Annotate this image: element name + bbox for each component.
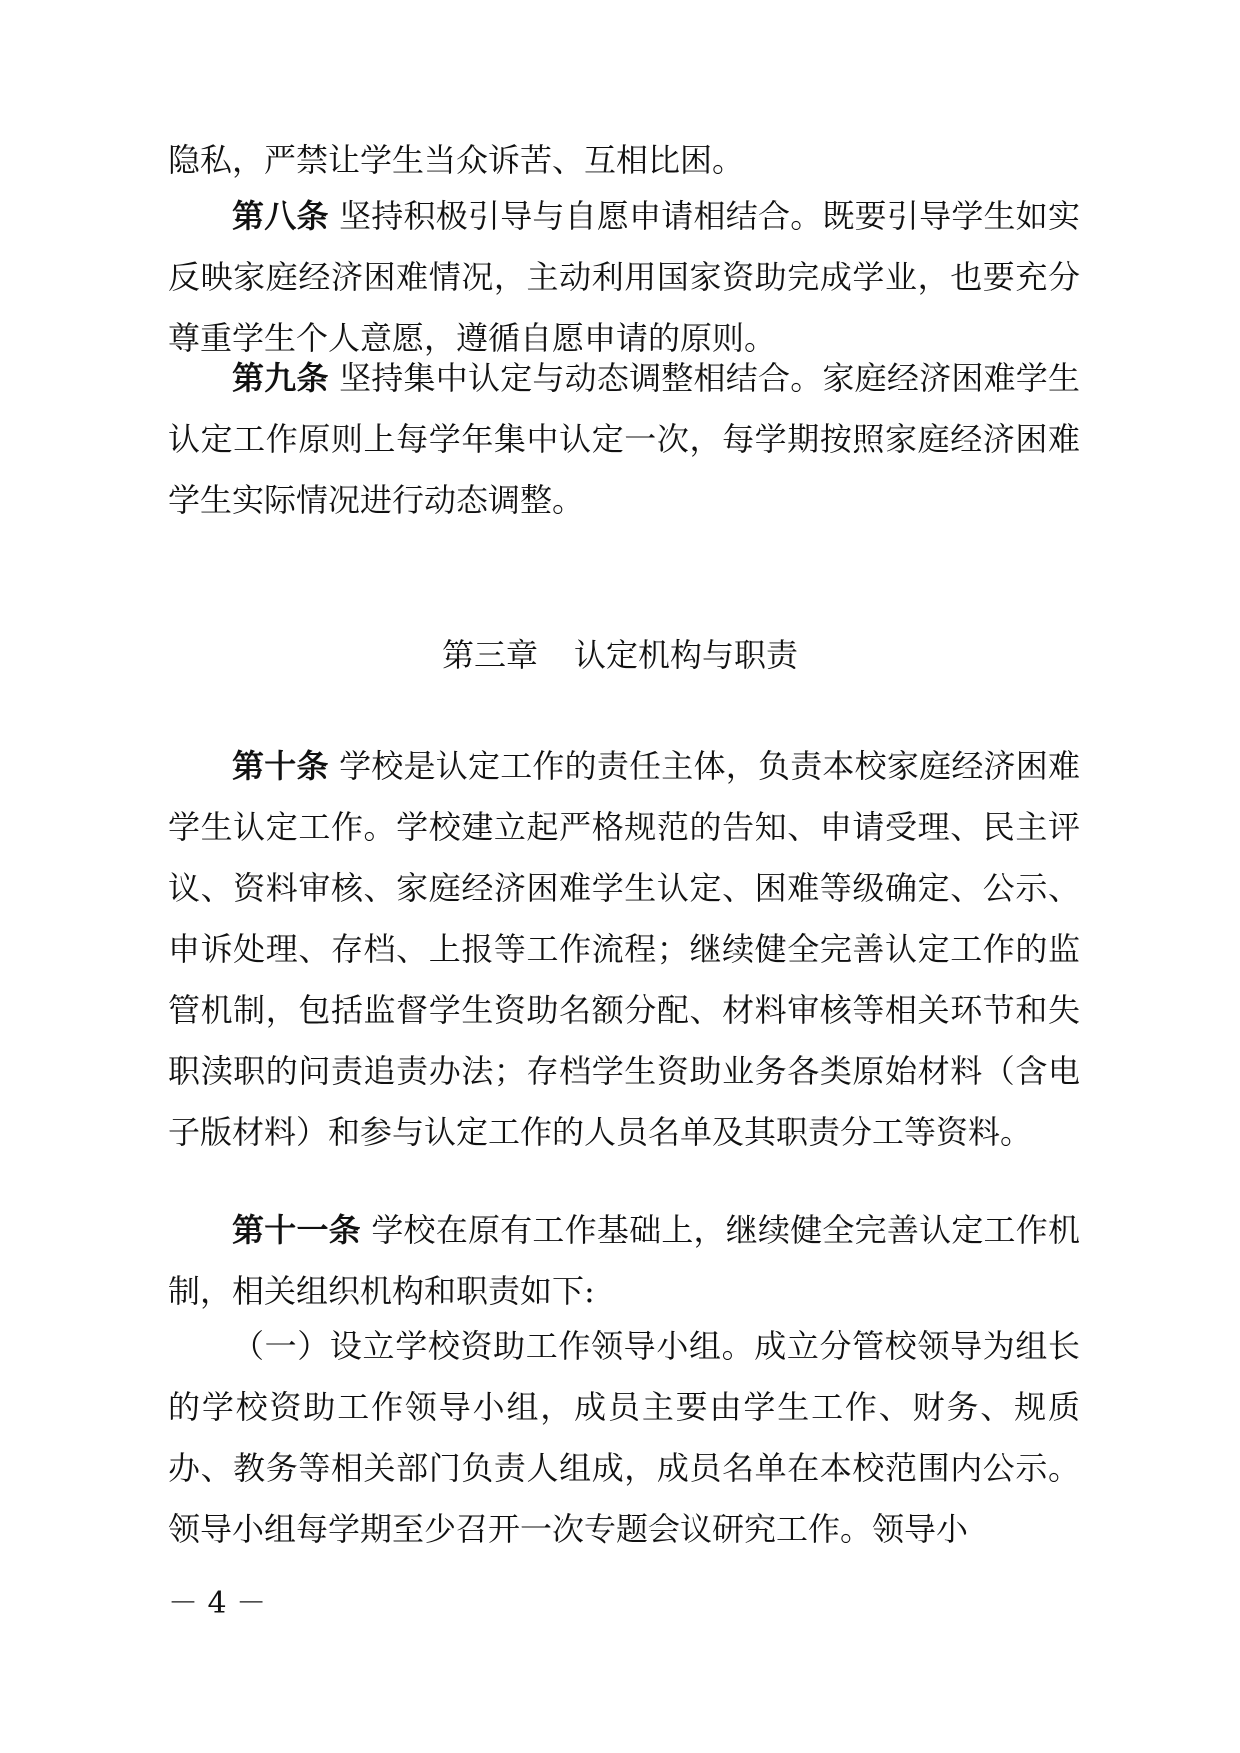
- chapter-number: 第三章: [441, 636, 538, 674]
- page-number: － 4 －: [168, 1586, 267, 1621]
- article-label: 第十条: [232, 747, 329, 785]
- article-text: 坚持集中认定与动态调整相结合。家庭经济困难学生认定工作原则上每学年集中认定一次，每学期按照家庭经济困难学生实际情况进行动态调整。: [168, 359, 1080, 519]
- article-label: 第八条: [232, 197, 329, 235]
- article-11: [168, 1200, 1080, 1322]
- article-label: 第九条: [232, 359, 329, 397]
- sub-item-text: （一）设立学校资助工作领导小组。成立分管校领导为组长的学校资助工作领导小组，成员主要由学生工作、财务、规质办、教务等相关部门负责人组成，成员名单在本校范围内公示。领导小组每学期至少召开一次专题会议研究工作。领导小: [168, 1327, 1080, 1548]
- paragraph-continuation: [168, 130, 1080, 191]
- sub-item-1: [168, 1316, 1080, 1560]
- chapter-title: 认定机构与职责: [574, 636, 799, 674]
- article-label: 第十一条: [232, 1211, 361, 1249]
- paragraph-text: 隐私，严禁让学生当众诉苦、互相比困。: [168, 141, 745, 179]
- article-text: 坚持积极引导与自愿申请相结合。既要引导学生如实反映家庭经济困难情况，主动利用国家资助完成学业，也要充分尊重学生个人意愿，遵循自愿申请的原则。: [168, 197, 1080, 357]
- article-8: [168, 186, 1080, 369]
- article-9: [168, 348, 1080, 531]
- article-text: 学校在原有工作基础上，继续健全完善认定工作机制，相关组织机构和职责如下:: [168, 1211, 1080, 1310]
- article-10: [168, 736, 1080, 1163]
- chapter-heading: [0, 625, 1240, 686]
- article-text: 学校是认定工作的责任主体，负责本校家庭经济困难学生认定工作。学校建立起严格规范的告知、申请受理、民主评议、资料审核、家庭经济困难学生认定、困难等级确定、公示、申诉处理、存档、上报等工作流程；继续健全完善认定工作的监管机制，包括监督学生资助名额分配、材料审核等相关环节和失职渎职的问责追责办法；存档学生资助业务各类原始材料（含电子版材料）和参与认定工作的人员名单及其职责分工等资料。: [168, 747, 1080, 1151]
